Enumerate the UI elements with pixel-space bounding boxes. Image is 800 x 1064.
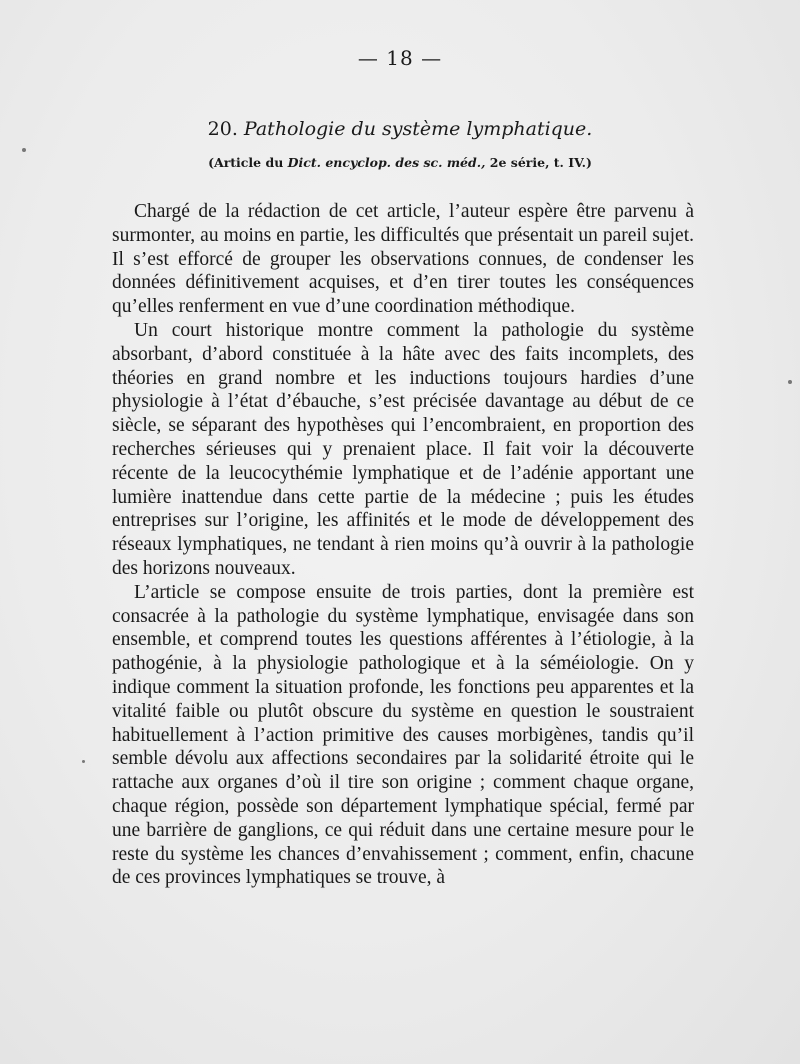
paper-speck xyxy=(22,148,26,152)
section-title xyxy=(0,118,800,140)
body-text xyxy=(112,200,694,890)
paper-speck xyxy=(788,380,792,384)
source-journal: Dict. encyclop. des sc. méd., xyxy=(287,155,486,170)
page-number: — 18 — xyxy=(357,46,443,70)
paper-speck xyxy=(82,760,85,763)
source-prefix: (Article du xyxy=(208,155,288,170)
paragraph-2: Un court historique montre comment la pathologie du système absorbant, d’abord constituée à la hâte avec des faits incomplets, des théories en grand nombre et les inductions toujours hardies d’une physiologie à l’état d’ébauche, s’est précisée davantage au début de ce siècle, se séparant des hypothèses qui l’encombraient, en proportion des recherches sérieuses qui y prenaient place. Il fait voir la découverte récente de la leucocythémie lymphatique et de l’adénie apportant une lumière inattendue dans cette partie de la médecine ; puis les études entreprises sur l’origine, les affinités et le mode de développement des réseaux lymphatiques, ne tendant à rien moins qu’à ouvrir à la pathologie des horizons nouveaux. xyxy=(112,319,694,579)
paragraph-1: Chargé de la rédaction de cet article, l’auteur espère être parvenu à surmonter, au moins en partie, les difficultés que présentait un pareil sujet. Il s’est efforcé de grouper les observations connues, de condenser les données définitivement acquises, et d’en tirer toutes les conséquences qu’elles renferment en vue d’une coordination méthodique. xyxy=(112,201,694,318)
section-number: 20. xyxy=(207,118,238,140)
source-suffix: 2e série, t. IV.) xyxy=(485,155,592,170)
section-title-text: Pathologie du système lymphatique. xyxy=(243,118,593,140)
paragraph-3: L’article se compose ensuite de trois parties, dont la première est consacrée à la pathologie du système lymphatique, envisagée dans son ensemble, et comprend toutes les questions afférentes à l’étiologie, à la pathogénie, à la physiologie pathologique et à la séméiologie. On y indique comment la situation profonde, les fonctions peu apparentes et la vitalité faible ou plutôt obscure du système en question le soustraient habituellement à l’action primitive des causes morbigènes, tandis qu’il semble dévolu aux affections secondaires par la solidarité étroite qui le rattache aux organes d’où il tire son origine ; comment chaque organe, chaque région, possède son département lymphatique spécial, fermé par une barrière de ganglions, ce qui réduit dans une certaine mesure pour le reste du système les chances d’envahissement ; comment, enfin, chacune de ces provinces lymphatiques se trouve, à xyxy=(112,581,694,889)
source-note xyxy=(0,155,800,170)
